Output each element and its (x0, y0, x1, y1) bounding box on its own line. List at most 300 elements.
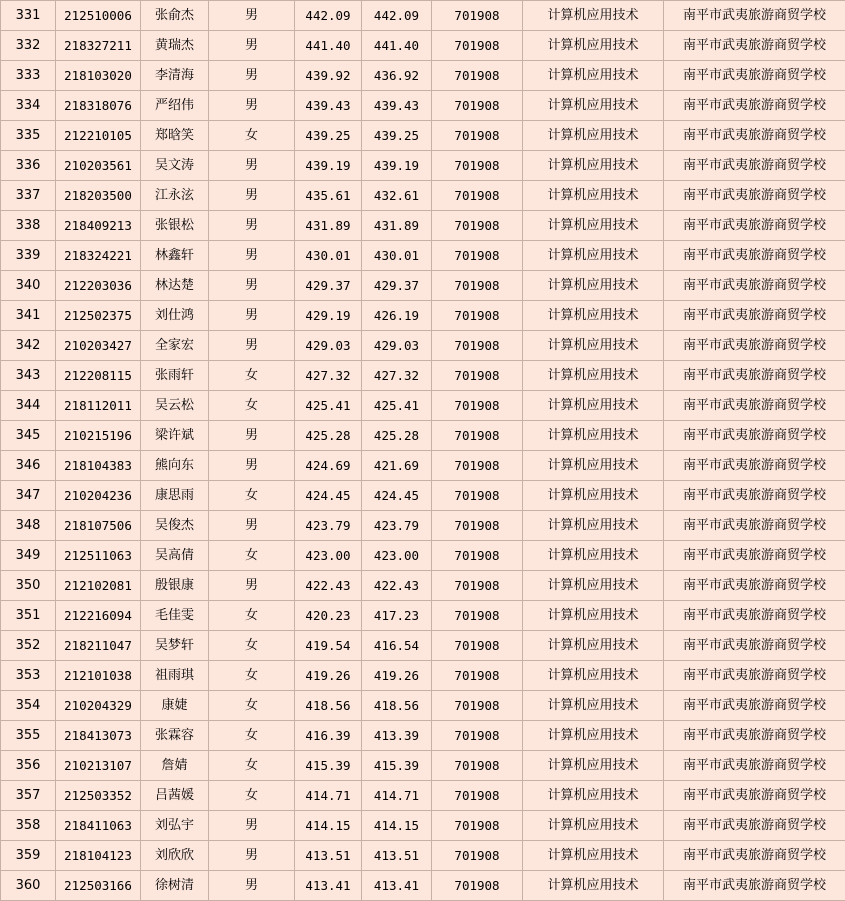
rank-cell: 338 (1, 211, 56, 241)
school-name-cell: 南平市武夷旅游商贸学校 (664, 841, 845, 871)
major-code-cell: 701908 (432, 391, 523, 421)
table-row (1, 871, 845, 901)
major-code-cell: 701908 (432, 451, 523, 481)
table-row (1, 31, 845, 61)
table-row (1, 691, 845, 721)
major-name-cell: 计算机应用技术 (523, 781, 664, 811)
score-cell: 423.00 (295, 541, 362, 571)
score-cell: 425.28 (295, 421, 362, 451)
table-row (1, 1, 845, 31)
name-cell: 刘弘宇 (141, 811, 209, 841)
rank-cell: 354 (1, 691, 56, 721)
exam-id-cell: 212502375 (56, 301, 141, 331)
table-row (1, 211, 845, 241)
rank-cell: 349 (1, 541, 56, 571)
gender-cell: 女 (209, 781, 295, 811)
major-code-cell: 701908 (432, 691, 523, 721)
rank-cell: 360 (1, 871, 56, 901)
major-code-cell: 701908 (432, 301, 523, 331)
major-code-cell: 701908 (432, 601, 523, 631)
school-name-cell: 南平市武夷旅游商贸学校 (664, 1, 845, 31)
major-code-cell: 701908 (432, 811, 523, 841)
major-code-cell: 701908 (432, 511, 523, 541)
adjusted-score-cell: 425.28 (362, 421, 432, 451)
adjusted-score-cell: 439.19 (362, 151, 432, 181)
exam-id-cell: 218409213 (56, 211, 141, 241)
score-cell: 430.01 (295, 241, 362, 271)
rank-cell: 339 (1, 241, 56, 271)
exam-id-cell: 218107506 (56, 511, 141, 541)
adjusted-score-cell: 414.71 (362, 781, 432, 811)
name-cell: 毛佳雯 (141, 601, 209, 631)
exam-id-cell: 212102081 (56, 571, 141, 601)
school-name-cell: 南平市武夷旅游商贸学校 (664, 691, 845, 721)
exam-id-cell: 218203500 (56, 181, 141, 211)
score-cell: 418.56 (295, 691, 362, 721)
adjusted-score-cell: 442.09 (362, 1, 432, 31)
major-name-cell: 计算机应用技术 (523, 1, 664, 31)
exam-id-cell: 212503352 (56, 781, 141, 811)
school-name-cell: 南平市武夷旅游商贸学校 (664, 871, 845, 901)
gender-cell: 男 (209, 331, 295, 361)
score-cell: 439.25 (295, 121, 362, 151)
rank-cell: 348 (1, 511, 56, 541)
table-row (1, 331, 845, 361)
school-name-cell: 南平市武夷旅游商贸学校 (664, 211, 845, 241)
major-name-cell: 计算机应用技术 (523, 121, 664, 151)
table-row (1, 811, 845, 841)
score-cell: 419.54 (295, 631, 362, 661)
exam-id-cell: 218104383 (56, 451, 141, 481)
name-cell: 祖雨琪 (141, 661, 209, 691)
major-code-cell: 701908 (432, 421, 523, 451)
exam-id-cell: 218327211 (56, 31, 141, 61)
major-code-cell: 701908 (432, 181, 523, 211)
major-name-cell: 计算机应用技术 (523, 241, 664, 271)
name-cell: 刘欣欣 (141, 841, 209, 871)
adjusted-score-cell: 415.39 (362, 751, 432, 781)
exam-id-cell: 218324221 (56, 241, 141, 271)
gender-cell: 男 (209, 511, 295, 541)
table-row (1, 721, 845, 751)
school-name-cell: 南平市武夷旅游商贸学校 (664, 811, 845, 841)
name-cell: 梁许斌 (141, 421, 209, 451)
major-code-cell: 701908 (432, 631, 523, 661)
score-cell: 424.69 (295, 451, 362, 481)
name-cell: 吕茜媛 (141, 781, 209, 811)
major-name-cell: 计算机应用技术 (523, 211, 664, 241)
rank-cell: 359 (1, 841, 56, 871)
major-code-cell: 701908 (432, 841, 523, 871)
rank-cell: 347 (1, 481, 56, 511)
major-name-cell: 计算机应用技术 (523, 751, 664, 781)
major-name-cell: 计算机应用技术 (523, 661, 664, 691)
table-row (1, 121, 845, 151)
major-code-cell: 701908 (432, 151, 523, 181)
major-code-cell: 701908 (432, 751, 523, 781)
gender-cell: 男 (209, 91, 295, 121)
table-row (1, 271, 845, 301)
adjusted-score-cell: 413.51 (362, 841, 432, 871)
name-cell: 全家宏 (141, 331, 209, 361)
exam-id-cell: 212511063 (56, 541, 141, 571)
rank-cell: 341 (1, 301, 56, 331)
name-cell: 刘仕鸿 (141, 301, 209, 331)
major-code-cell: 701908 (432, 271, 523, 301)
table-row (1, 481, 845, 511)
exam-id-cell: 210204329 (56, 691, 141, 721)
table-row (1, 661, 845, 691)
adjusted-score-cell: 439.25 (362, 121, 432, 151)
rank-cell: 333 (1, 61, 56, 91)
gender-cell: 男 (209, 271, 295, 301)
name-cell: 吴高倩 (141, 541, 209, 571)
exam-id-cell: 210215196 (56, 421, 141, 451)
exam-id-cell: 210203427 (56, 331, 141, 361)
name-cell: 吴文涛 (141, 151, 209, 181)
rank-cell: 335 (1, 121, 56, 151)
gender-cell: 女 (209, 631, 295, 661)
school-name-cell: 南平市武夷旅游商贸学校 (664, 481, 845, 511)
school-name-cell: 南平市武夷旅游商贸学校 (664, 751, 845, 781)
major-name-cell: 计算机应用技术 (523, 301, 664, 331)
rank-cell: 331 (1, 1, 56, 31)
exam-id-cell: 212208115 (56, 361, 141, 391)
gender-cell: 女 (209, 661, 295, 691)
gender-cell: 男 (209, 31, 295, 61)
rank-cell: 351 (1, 601, 56, 631)
table-row (1, 601, 845, 631)
exam-id-cell: 212510006 (56, 1, 141, 31)
score-cell: 439.19 (295, 151, 362, 181)
table-row (1, 151, 845, 181)
adjusted-score-cell: 430.01 (362, 241, 432, 271)
gender-cell: 男 (209, 571, 295, 601)
score-cell: 413.41 (295, 871, 362, 901)
gender-cell: 女 (209, 361, 295, 391)
rank-cell: 337 (1, 181, 56, 211)
gender-cell: 女 (209, 391, 295, 421)
adjusted-score-cell: 441.40 (362, 31, 432, 61)
adjusted-score-cell: 429.03 (362, 331, 432, 361)
school-name-cell: 南平市武夷旅游商贸学校 (664, 631, 845, 661)
major-name-cell: 计算机应用技术 (523, 481, 664, 511)
exam-id-cell: 218103020 (56, 61, 141, 91)
name-cell: 吴梦轩 (141, 631, 209, 661)
school-name-cell: 南平市武夷旅游商贸学校 (664, 61, 845, 91)
major-name-cell: 计算机应用技术 (523, 391, 664, 421)
major-code-cell: 701908 (432, 481, 523, 511)
gender-cell: 女 (209, 721, 295, 751)
major-name-cell: 计算机应用技术 (523, 721, 664, 751)
adjusted-score-cell: 431.89 (362, 211, 432, 241)
gender-cell: 男 (209, 181, 295, 211)
table-row (1, 631, 845, 661)
score-cell: 414.71 (295, 781, 362, 811)
major-code-cell: 701908 (432, 121, 523, 151)
major-code-cell: 701908 (432, 661, 523, 691)
gender-cell: 女 (209, 481, 295, 511)
major-name-cell: 计算机应用技术 (523, 331, 664, 361)
major-name-cell: 计算机应用技术 (523, 151, 664, 181)
major-name-cell: 计算机应用技术 (523, 421, 664, 451)
table-row (1, 181, 845, 211)
rank-cell: 355 (1, 721, 56, 751)
major-name-cell: 计算机应用技术 (523, 811, 664, 841)
major-name-cell: 计算机应用技术 (523, 691, 664, 721)
table-row (1, 781, 845, 811)
score-cell: 425.41 (295, 391, 362, 421)
exam-id-cell: 212101038 (56, 661, 141, 691)
adjusted-score-cell: 413.39 (362, 721, 432, 751)
rank-cell: 340 (1, 271, 56, 301)
name-cell: 詹婧 (141, 751, 209, 781)
score-cell: 416.39 (295, 721, 362, 751)
exam-id-cell: 210204236 (56, 481, 141, 511)
adjusted-score-cell: 424.45 (362, 481, 432, 511)
gender-cell: 男 (209, 451, 295, 481)
adjusted-score-cell: 439.43 (362, 91, 432, 121)
exam-id-cell: 212503166 (56, 871, 141, 901)
school-name-cell: 南平市武夷旅游商贸学校 (664, 391, 845, 421)
rank-cell: 353 (1, 661, 56, 691)
rank-cell: 346 (1, 451, 56, 481)
adjusted-score-cell: 414.15 (362, 811, 432, 841)
exam-id-cell: 218411063 (56, 811, 141, 841)
major-name-cell: 计算机应用技术 (523, 91, 664, 121)
school-name-cell: 南平市武夷旅游商贸学校 (664, 601, 845, 631)
rank-cell: 343 (1, 361, 56, 391)
rank-cell: 345 (1, 421, 56, 451)
adjusted-score-cell: 423.00 (362, 541, 432, 571)
name-cell: 张雨轩 (141, 361, 209, 391)
major-name-cell: 计算机应用技术 (523, 361, 664, 391)
gender-cell: 男 (209, 811, 295, 841)
gender-cell: 男 (209, 61, 295, 91)
table-row (1, 241, 845, 271)
score-cell: 429.37 (295, 271, 362, 301)
table-row (1, 301, 845, 331)
school-name-cell: 南平市武夷旅游商贸学校 (664, 241, 845, 271)
table-row (1, 61, 845, 91)
rank-cell: 358 (1, 811, 56, 841)
rank-cell: 332 (1, 31, 56, 61)
name-cell: 徐树清 (141, 871, 209, 901)
major-name-cell: 计算机应用技术 (523, 541, 664, 571)
score-cell: 435.61 (295, 181, 362, 211)
score-cell: 439.43 (295, 91, 362, 121)
exam-id-cell: 212216094 (56, 601, 141, 631)
gender-cell: 女 (209, 751, 295, 781)
table-row (1, 421, 845, 451)
major-name-cell: 计算机应用技术 (523, 571, 664, 601)
rank-cell: 334 (1, 91, 56, 121)
exam-id-cell: 210203561 (56, 151, 141, 181)
school-name-cell: 南平市武夷旅游商贸学校 (664, 421, 845, 451)
gender-cell: 男 (209, 871, 295, 901)
score-cell: 429.03 (295, 331, 362, 361)
school-name-cell: 南平市武夷旅游商贸学校 (664, 181, 845, 211)
score-cell: 427.32 (295, 361, 362, 391)
major-code-cell: 701908 (432, 781, 523, 811)
school-name-cell: 南平市武夷旅游商贸学校 (664, 511, 845, 541)
school-name-cell: 南平市武夷旅游商贸学校 (664, 451, 845, 481)
school-name-cell: 南平市武夷旅游商贸学校 (664, 121, 845, 151)
adjusted-score-cell: 436.92 (362, 61, 432, 91)
school-name-cell: 南平市武夷旅游商贸学校 (664, 361, 845, 391)
adjusted-score-cell: 426.19 (362, 301, 432, 331)
name-cell: 张霖容 (141, 721, 209, 751)
adjusted-score-cell: 423.79 (362, 511, 432, 541)
major-name-cell: 计算机应用技术 (523, 451, 664, 481)
major-code-cell: 701908 (432, 241, 523, 271)
gender-cell: 女 (209, 691, 295, 721)
rank-cell: 357 (1, 781, 56, 811)
table-row (1, 451, 845, 481)
major-code-cell: 701908 (432, 211, 523, 241)
table-row (1, 571, 845, 601)
gender-cell: 男 (209, 241, 295, 271)
score-cell: 420.23 (295, 601, 362, 631)
adjusted-score-cell: 432.61 (362, 181, 432, 211)
adjusted-score-cell: 425.41 (362, 391, 432, 421)
gender-cell: 男 (209, 421, 295, 451)
score-cell: 419.26 (295, 661, 362, 691)
name-cell: 李清海 (141, 61, 209, 91)
major-code-cell: 701908 (432, 31, 523, 61)
exam-id-cell: 218211047 (56, 631, 141, 661)
table-row (1, 841, 845, 871)
score-cell: 414.15 (295, 811, 362, 841)
major-name-cell: 计算机应用技术 (523, 871, 664, 901)
major-name-cell: 计算机应用技术 (523, 181, 664, 211)
exam-id-cell: 218413073 (56, 721, 141, 751)
score-cell: 422.43 (295, 571, 362, 601)
adjusted-score-cell: 429.37 (362, 271, 432, 301)
score-cell: 431.89 (295, 211, 362, 241)
major-name-cell: 计算机应用技术 (523, 511, 664, 541)
adjusted-score-cell: 416.54 (362, 631, 432, 661)
school-name-cell: 南平市武夷旅游商贸学校 (664, 661, 845, 691)
major-code-cell: 701908 (432, 571, 523, 601)
major-name-cell: 计算机应用技术 (523, 271, 664, 301)
table-row (1, 511, 845, 541)
name-cell: 康婕 (141, 691, 209, 721)
major-code-cell: 701908 (432, 61, 523, 91)
rank-cell: 356 (1, 751, 56, 781)
school-name-cell: 南平市武夷旅游商贸学校 (664, 31, 845, 61)
school-name-cell: 南平市武夷旅游商贸学校 (664, 571, 845, 601)
score-cell: 413.51 (295, 841, 362, 871)
rank-cell: 344 (1, 391, 56, 421)
major-code-cell: 701908 (432, 331, 523, 361)
score-cell: 442.09 (295, 1, 362, 31)
rank-cell: 336 (1, 151, 56, 181)
name-cell: 熊向东 (141, 451, 209, 481)
major-code-cell: 701908 (432, 721, 523, 751)
gender-cell: 男 (209, 841, 295, 871)
adjusted-score-cell: 427.32 (362, 361, 432, 391)
name-cell: 吴云松 (141, 391, 209, 421)
table-body (1, 1, 845, 901)
school-name-cell: 南平市武夷旅游商贸学校 (664, 721, 845, 751)
school-name-cell: 南平市武夷旅游商贸学校 (664, 301, 845, 331)
major-code-cell: 701908 (432, 1, 523, 31)
name-cell: 吴俊杰 (141, 511, 209, 541)
gender-cell: 男 (209, 1, 295, 31)
name-cell: 康思雨 (141, 481, 209, 511)
major-code-cell: 701908 (432, 91, 523, 121)
adjusted-score-cell: 417.23 (362, 601, 432, 631)
gender-cell: 女 (209, 541, 295, 571)
school-name-cell: 南平市武夷旅游商贸学校 (664, 781, 845, 811)
exam-id-cell: 218318076 (56, 91, 141, 121)
gender-cell: 男 (209, 301, 295, 331)
adjusted-score-cell: 422.43 (362, 571, 432, 601)
major-name-cell: 计算机应用技术 (523, 631, 664, 661)
exam-id-cell: 212210105 (56, 121, 141, 151)
rank-cell: 350 (1, 571, 56, 601)
gender-cell: 男 (209, 151, 295, 181)
school-name-cell: 南平市武夷旅游商贸学校 (664, 541, 845, 571)
gender-cell: 男 (209, 211, 295, 241)
score-cell: 423.79 (295, 511, 362, 541)
school-name-cell: 南平市武夷旅游商贸学校 (664, 271, 845, 301)
score-cell: 441.40 (295, 31, 362, 61)
table-row (1, 751, 845, 781)
table-row (1, 391, 845, 421)
adjusted-score-cell: 421.69 (362, 451, 432, 481)
name-cell: 郑晗笑 (141, 121, 209, 151)
name-cell: 张银松 (141, 211, 209, 241)
table-row (1, 361, 845, 391)
exam-id-cell: 212203036 (56, 271, 141, 301)
adjusted-score-cell: 413.41 (362, 871, 432, 901)
exam-id-cell: 210213107 (56, 751, 141, 781)
major-code-cell: 701908 (432, 871, 523, 901)
major-name-cell: 计算机应用技术 (523, 841, 664, 871)
major-name-cell: 计算机应用技术 (523, 31, 664, 61)
name-cell: 张俞杰 (141, 1, 209, 31)
school-name-cell: 南平市武夷旅游商贸学校 (664, 151, 845, 181)
major-name-cell: 计算机应用技术 (523, 61, 664, 91)
exam-id-cell: 218112011 (56, 391, 141, 421)
table-row (1, 91, 845, 121)
school-name-cell: 南平市武夷旅游商贸学校 (664, 331, 845, 361)
name-cell: 江永泫 (141, 181, 209, 211)
rank-cell: 342 (1, 331, 56, 361)
name-cell: 殷银康 (141, 571, 209, 601)
major-name-cell: 计算机应用技术 (523, 601, 664, 631)
adjusted-score-cell: 419.26 (362, 661, 432, 691)
gender-cell: 女 (209, 601, 295, 631)
gender-cell: 女 (209, 121, 295, 151)
table-row (1, 541, 845, 571)
score-cell: 424.45 (295, 481, 362, 511)
name-cell: 严绍伟 (141, 91, 209, 121)
adjusted-score-cell: 418.56 (362, 691, 432, 721)
exam-id-cell: 218104123 (56, 841, 141, 871)
name-cell: 林达楚 (141, 271, 209, 301)
major-code-cell: 701908 (432, 361, 523, 391)
name-cell: 黄瑞杰 (141, 31, 209, 61)
rank-cell: 352 (1, 631, 56, 661)
score-cell: 429.19 (295, 301, 362, 331)
major-code-cell: 701908 (432, 541, 523, 571)
school-name-cell: 南平市武夷旅游商贸学校 (664, 91, 845, 121)
score-cell: 415.39 (295, 751, 362, 781)
score-cell: 439.92 (295, 61, 362, 91)
